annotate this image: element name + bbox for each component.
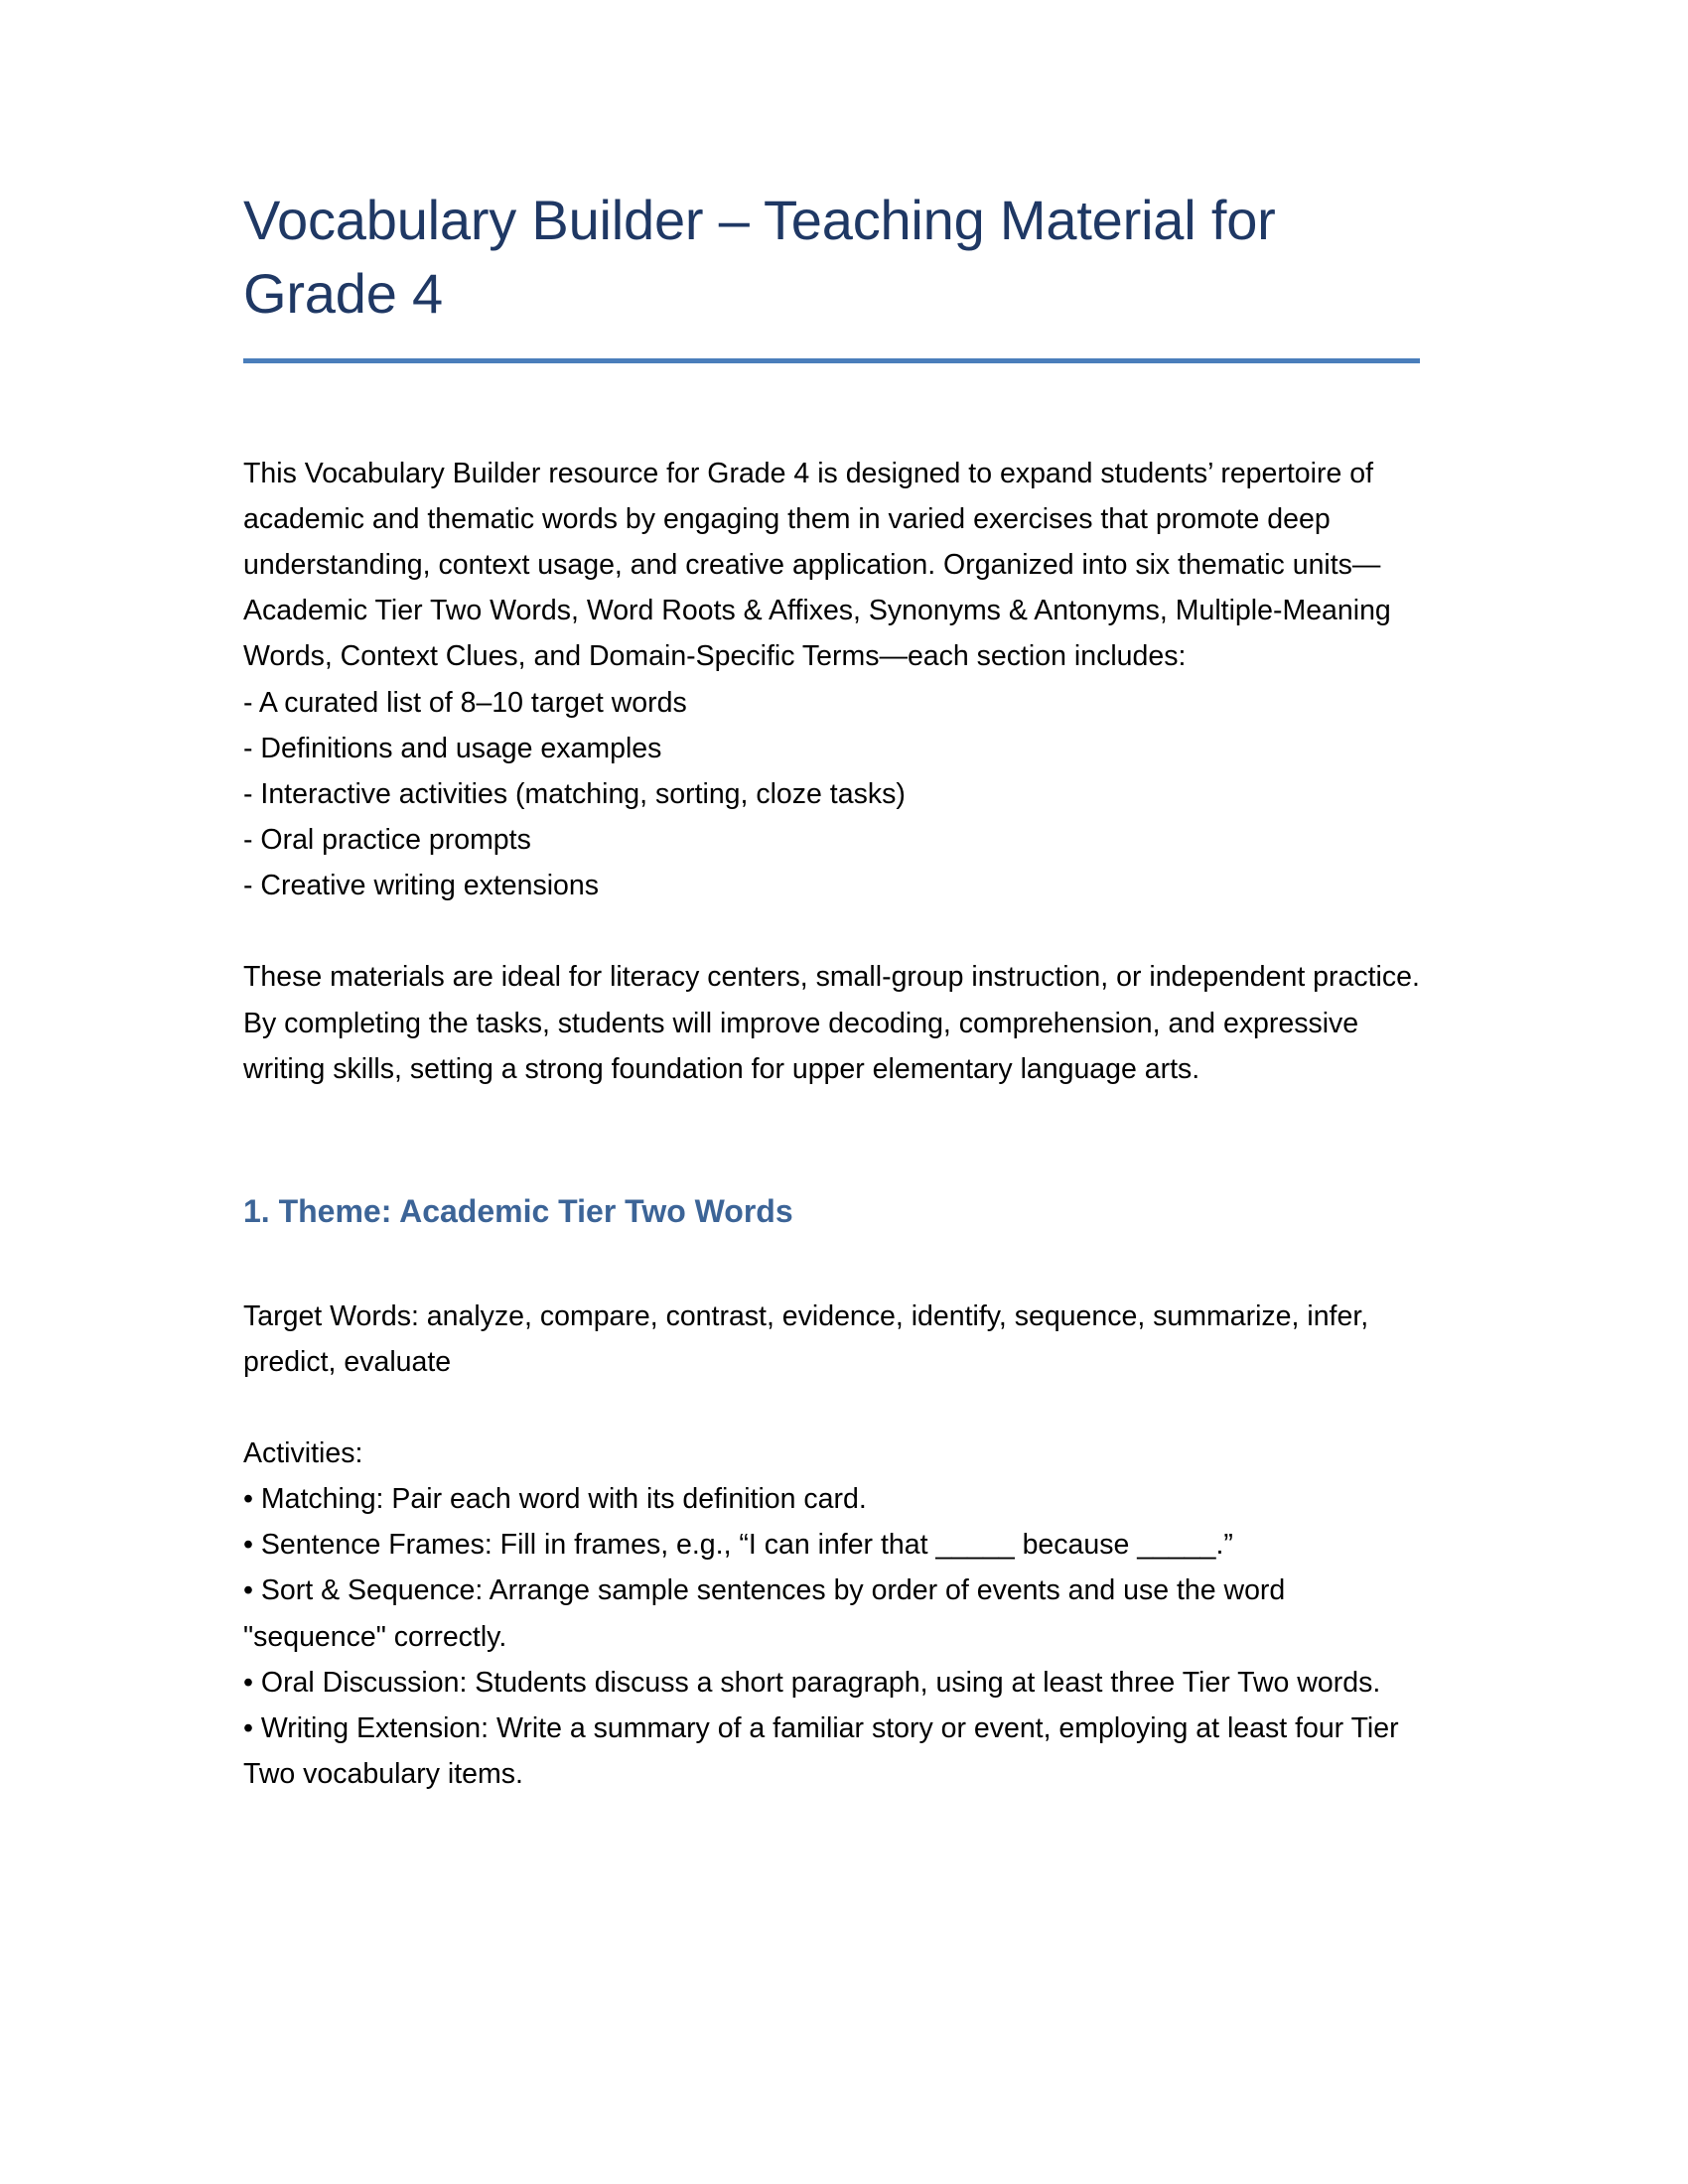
list-item: • Writing Extension: Write a summary of a familiar story or event, employing at least four Tier Two vocabulary items. (243, 1711, 1399, 1791)
intro-paragraph-2: These materials are ideal for literacy centers, small-group instruction, or independent practice. By completing the tasks, students will improve decoding, comprehension, and expressive writing skills, setting a strong foundation for upper elementary language arts. (243, 961, 1420, 1085)
section-heading-1: 1. Theme: Academic Tier Two Words (243, 1192, 793, 1229)
intro-paragraph-1: This Vocabulary Builder resource for Grade 4 is designed to expand students’ repertoire of academic and thematic words by engaging them in varied exercises that promote deep understanding, context usage, and creative application. Organized into six thematic units—Academic Tier Two Words, Word Roots & Affixes, Synonyms & Antonyms, Multiple-Meaning Words, Context Clues, and Domain-Specific Terms—each section includes: (243, 457, 1391, 673)
activities-label: Activities: (243, 1436, 363, 1469)
list-item: - Oral practice prompts (243, 824, 531, 857)
target-words: Target Words: analyze, compare, contrast, evidence, identify, sequence, summarize, infer, predict, evaluate (243, 1299, 1369, 1378)
list-item: • Sentence Frames: Fill in frames, e.g., “I can infer that _____ because _____.” (243, 1529, 1233, 1562)
list-item: - Creative writing extensions (243, 870, 599, 902)
document-body (243, 184, 1420, 1797)
page-title: Vocabulary Builder – Teaching Material for Grade 4 (243, 189, 1276, 325)
list-item: • Oral Discussion: Students discuss a short paragraph, using at least three Tier Two words. (243, 1666, 1381, 1699)
list-item: • Matching: Pair each word with its definition card. (243, 1483, 867, 1516)
activities-list (243, 1476, 1420, 1797)
list-item: • Sort & Sequence: Arrange sample sentences by order of events and use the word "sequence" correctly. (243, 1574, 1286, 1653)
paragraph-spacer (243, 908, 1420, 954)
section-includes-list (243, 680, 1420, 909)
title-divider (243, 358, 1420, 363)
heading-spacer-bottom (243, 1234, 1420, 1294)
heading-spacer-top (243, 1092, 1420, 1189)
list-item: - Definitions and usage examples (243, 732, 662, 764)
document-content (243, 451, 1420, 1797)
list-item: - Interactive activities (matching, sorting, cloze tasks) (243, 777, 906, 810)
activities-spacer (243, 1385, 1420, 1431)
list-item: - A curated list of 8–10 target words (243, 686, 687, 719)
